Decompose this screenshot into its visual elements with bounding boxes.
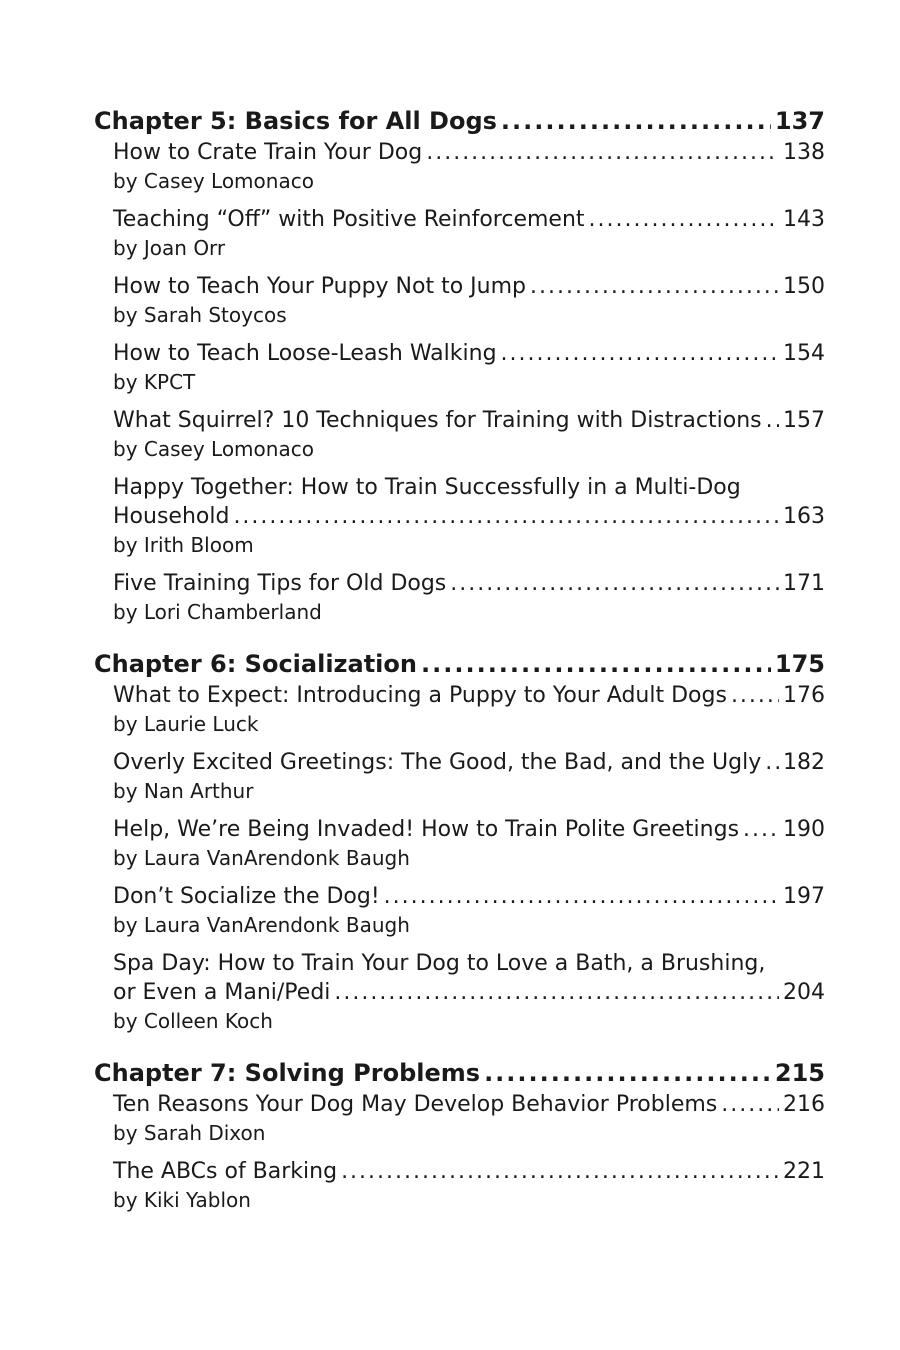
entry-author: by Lori Chamberland <box>113 600 322 624</box>
chapter-heading <box>94 1056 825 1090</box>
toc-entry <box>113 748 825 806</box>
entry-author: by Sarah Stoycos <box>113 303 287 327</box>
dot-leader <box>384 882 779 911</box>
dot-leader <box>589 205 779 234</box>
entry-author: by Kiki Yablon <box>113 1188 251 1212</box>
chapter-heading <box>94 647 825 681</box>
entry-author: by Irith Bloom <box>113 533 254 557</box>
entry-title: The ABCs of Barking <box>113 1159 338 1184</box>
entry-page-number: 163 <box>783 504 825 529</box>
dot-leader <box>341 1157 779 1186</box>
entry-line <box>113 272 825 301</box>
dot-leader <box>766 406 779 435</box>
entry-line <box>113 138 825 167</box>
entry-title: How to Teach Loose-Leash Walking <box>113 341 497 366</box>
toc-entry <box>113 882 825 940</box>
entry-line <box>113 339 825 368</box>
dot-leader <box>530 272 779 301</box>
entry-title: Ten Reasons Your Dog May Develop Behavior Problems <box>113 1092 718 1117</box>
dot-leader <box>765 748 779 777</box>
entry-page-number: 182 <box>783 750 825 775</box>
entry-author: by Casey Lomonaco <box>113 437 314 461</box>
entry-page-number: 221 <box>783 1159 825 1184</box>
table-of-contents <box>94 104 825 1235</box>
chapter-title: Chapter 6: Socialization <box>94 650 417 678</box>
chapter-section <box>94 1056 825 1215</box>
toc-entry <box>113 681 825 739</box>
toc-entry <box>113 949 825 1036</box>
entry-page-number: 216 <box>783 1092 825 1117</box>
toc-entry <box>113 815 825 873</box>
entry-author: by Sarah Dixon <box>113 1121 266 1145</box>
entry-page-number: 204 <box>783 980 825 1005</box>
entry-title: Don’t Socialize the Dog! <box>113 884 380 909</box>
entry-line <box>113 1090 825 1119</box>
entry-line <box>113 569 825 598</box>
entry-title: Overly Excited Greetings: The Good, the Bad, and the Ugly <box>113 750 762 775</box>
dot-leader <box>421 647 771 681</box>
entry-title-line: Happy Together: How to Train Successfully in a Multi-Dog <box>113 475 741 500</box>
entry-title: What to Expect: Introducing a Puppy to Your Adult Dogs <box>113 683 727 708</box>
entry-page-number: 143 <box>783 207 825 232</box>
chapter-section <box>94 647 825 1036</box>
chapter-title: Chapter 7: Solving Problems <box>94 1059 481 1087</box>
dot-leader <box>501 339 779 368</box>
toc-entry <box>113 1090 825 1148</box>
dot-leader <box>233 502 779 531</box>
toc-entry <box>113 406 825 464</box>
toc-entry <box>113 138 825 196</box>
entry-line <box>113 978 825 1007</box>
entry-title: or Even a Mani/Pedi <box>113 980 331 1005</box>
entry-author: by Laura VanArendonk Baugh <box>113 846 410 870</box>
toc-entry <box>113 272 825 330</box>
entry-title: Teaching “Off” with Positive Reinforcement <box>113 207 585 232</box>
entry-author: by Joan Orr <box>113 236 226 260</box>
entry-line <box>113 502 825 531</box>
entry-title: Help, We’re Being Invaded! How to Train Polite Greetings <box>113 817 740 842</box>
entry-page-number: 138 <box>783 140 825 165</box>
toc-entry <box>113 473 825 560</box>
chapter-heading <box>94 104 825 138</box>
toc-entry <box>113 205 825 263</box>
entry-title: Household <box>113 504 230 529</box>
toc-entry <box>113 1157 825 1215</box>
dot-leader <box>721 1090 779 1119</box>
entry-page-number: 150 <box>783 274 825 299</box>
entry-line <box>113 882 825 911</box>
entry-page-number: 154 <box>783 341 825 366</box>
entry-title-line: Spa Day: How to Train Your Dog to Love a Bath, a Brushing, <box>113 951 766 976</box>
dot-leader <box>426 138 779 167</box>
entry-author: by KPCT <box>113 370 196 394</box>
toc-entry <box>113 339 825 397</box>
dot-leader <box>501 104 771 138</box>
entry-line <box>113 748 825 777</box>
entry-line <box>113 1157 825 1186</box>
entry-author: by Nan Arthur <box>113 779 254 803</box>
entry-title: How to Teach Your Puppy Not to Jump <box>113 274 526 299</box>
entry-line <box>113 815 825 844</box>
chapter-title: Chapter 5: Basics for All Dogs <box>94 107 497 135</box>
entry-author: by Casey Lomonaco <box>113 169 314 193</box>
dot-leader <box>743 815 779 844</box>
toc-entry <box>113 569 825 627</box>
entry-author: by Laurie Luck <box>113 712 259 736</box>
entry-page-number: 190 <box>783 817 825 842</box>
chapter-section <box>94 104 825 627</box>
entry-page-number: 197 <box>783 884 825 909</box>
entry-page-number: 157 <box>783 408 825 433</box>
entry-title: How to Crate Train Your Dog <box>113 140 423 165</box>
dot-leader <box>334 978 779 1007</box>
dot-leader <box>484 1056 771 1090</box>
entry-line <box>113 681 825 710</box>
chapter-page-number: 215 <box>774 1059 825 1087</box>
entry-line <box>113 406 825 435</box>
entry-line <box>113 205 825 234</box>
entry-title: Five Training Tips for Old Dogs <box>113 571 447 596</box>
dot-leader <box>731 681 779 710</box>
entry-title: What Squirrel? 10 Techniques for Training with Distractions <box>113 408 762 433</box>
chapter-page-number: 175 <box>774 650 825 678</box>
entry-page-number: 176 <box>783 683 825 708</box>
entry-author: by Laura VanArendonk Baugh <box>113 913 410 937</box>
entry-author: by Colleen Koch <box>113 1009 273 1033</box>
dot-leader <box>450 569 779 598</box>
entry-page-number: 171 <box>783 571 825 596</box>
chapter-page-number: 137 <box>774 107 825 135</box>
